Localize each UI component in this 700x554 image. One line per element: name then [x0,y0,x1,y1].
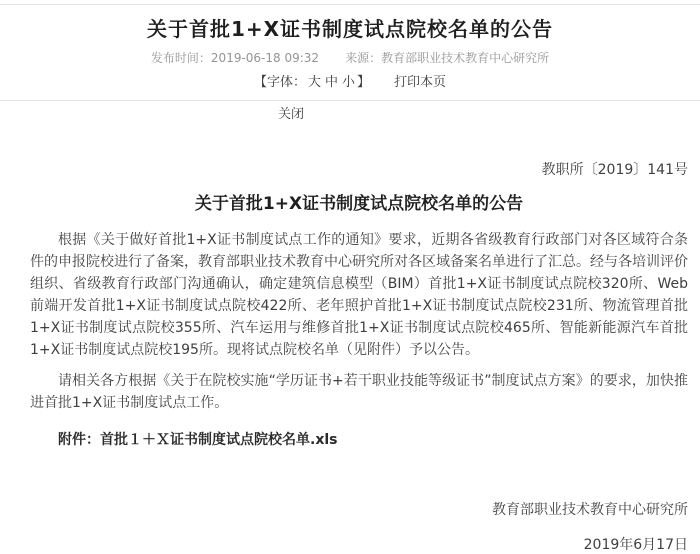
meta-row [0,50,700,66]
issue-date: 2019年6月17日 [583,537,688,553]
paragraph-2: 请相关各方根据《关于在院校实施“学历证书+若干职业技能等级证书”制度试点方案》的要求，加快推进首批1+X证书制度试点工作。 [30,373,688,411]
document-body [0,161,700,554]
document-title: 关于首批1+X证书制度试点院校名单的公告 [194,194,524,214]
article-header [0,4,700,101]
font-size-large-button[interactable]: 大 [307,75,321,90]
close-button[interactable]: 关闭 [278,107,305,122]
font-size-bracket-close: 】 [357,75,371,90]
source-value: 教育部职业技术教育中心研究所 [381,51,550,65]
publish-time-label: 发布时间： [150,51,211,65]
paragraph-1: 根据《关于做好首批1+X证书制度试点工作的通知》要求，近期各省级教育行政部门对各区域符合条件的申报院校进行了备案，教育部职业技术教育中心研究所对各区域备案名单进行了汇总。经与各培训评价组织、省级教育行政部门沟通确认，确定建筑信息模型（BIM）首批1+X证书制度试点院校320所、Web前端开发首批1+X证书制度试点院校422所、老年照护首批1+X证书制度试点院校231所、物流管理首批1+X证书制度试点院校355所、汽车运用与维修首批1+X证书制度试点院校465所、智能新能源汽车首批1+X证书制度试点院校195所。现将试点院校名单（见附件）予以公告。 [30,232,688,358]
close-row [0,106,700,124]
font-controls-row [0,74,700,92]
issuer-signature: 教育部职业技术教育中心研究所 [492,502,688,518]
attachment-label: 附件： [58,432,100,448]
page-title: 关于首批1+X证书制度试点院校名单的公告 [146,17,554,41]
source-label: 来源： [345,51,382,65]
announcement-page [0,4,700,553]
font-size-medium-button[interactable]: 中 [324,75,338,90]
publish-time-value: 2019-06-18 09:32 [210,51,320,65]
font-size-bracket-open: 【字体： [253,75,306,90]
attachment-row [30,429,688,451]
font-size-small-button[interactable]: 小 [342,75,356,90]
document-number: 教职所〔2019〕141号 [541,162,688,178]
attachment-file-link[interactable]: 首批１＋Ｘ证书制度试点院校名单.xls [100,432,338,448]
print-page-button[interactable]: 打印本页 [394,75,447,90]
